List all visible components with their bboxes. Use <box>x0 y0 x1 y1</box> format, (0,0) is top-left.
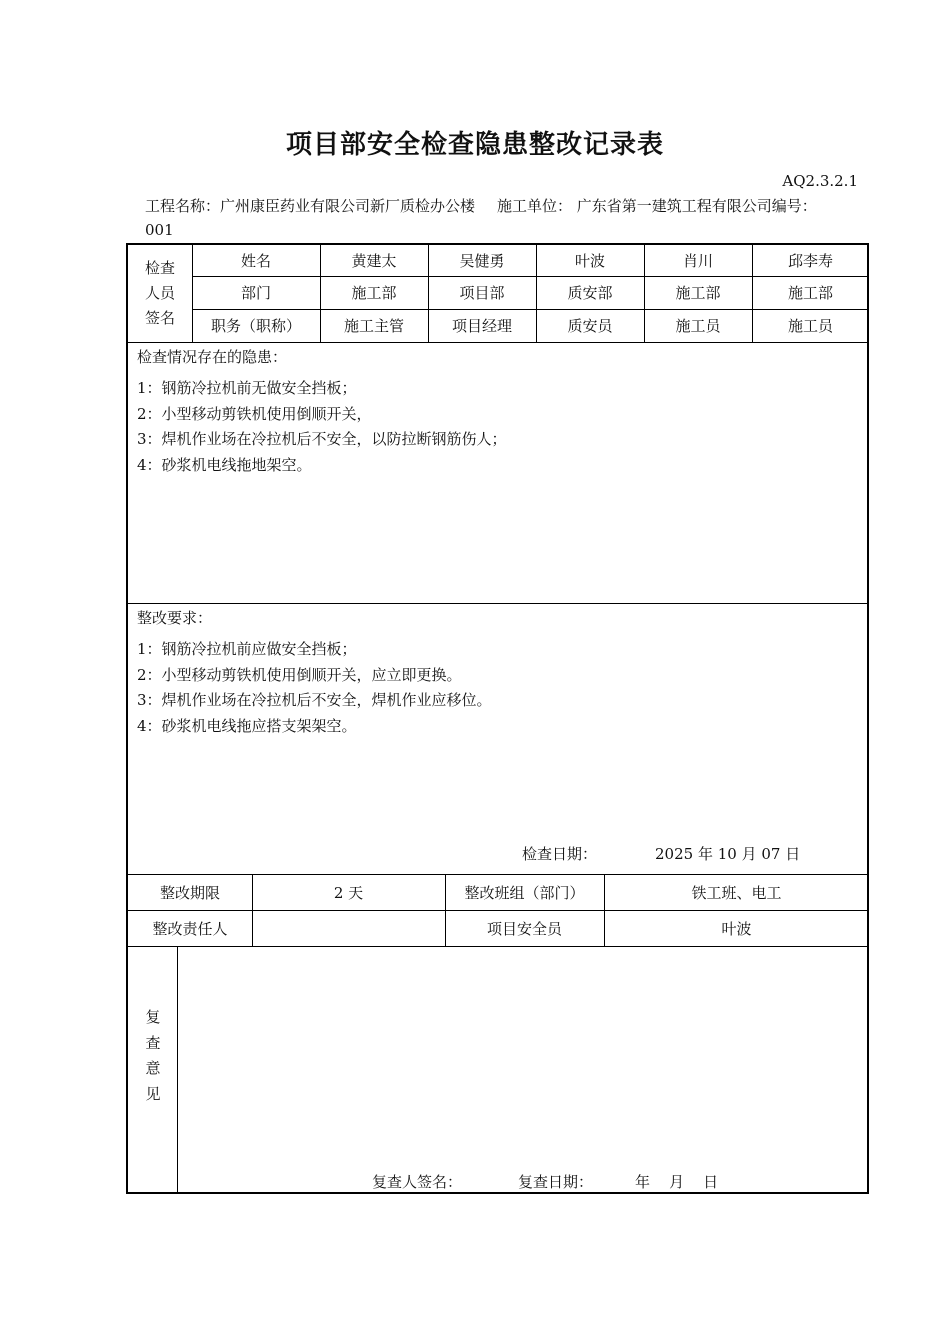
responsible-value <box>252 910 445 946</box>
reviewer-signature-label: 复查人签名： <box>372 1173 463 1191</box>
inspector-label-line-2: 人员 <box>144 284 175 302</box>
rectification-list <box>137 637 492 739</box>
inspector-sign-label <box>128 245 192 342</box>
inspector-label-line-1: 检查 <box>144 259 175 277</box>
hazard-item: 4：砂浆机电线拖地架空。 <box>137 455 312 474</box>
inspection-date-label: 检查日期： <box>522 845 598 863</box>
rectification-label: 整改要求： <box>137 609 213 627</box>
review-opinion-label <box>128 1005 178 1107</box>
dept-label: 部门 <box>240 284 271 302</box>
inspector-name: 黄建太 <box>351 252 397 270</box>
inspector-name: 叶波 <box>574 252 605 270</box>
inspector-dept: 项目部 <box>459 284 505 302</box>
safety-officer-value: 叶波 <box>721 919 752 938</box>
inspector-name: 吴健勇 <box>459 252 505 270</box>
rectification-item: 1：钢筋冷拉机前应做安全挡板； <box>137 640 357 658</box>
inspector-role: 质安员 <box>567 317 613 335</box>
form-code: AQ2.3.2.1 <box>782 172 858 190</box>
inspector-role: 施工主管 <box>343 317 404 335</box>
record-table <box>126 243 869 1194</box>
team-label: 整改班组（部门） <box>464 883 585 902</box>
form-number: 001 <box>145 221 174 239</box>
role-label: 职务（职称） <box>210 317 301 335</box>
review-label-char: 见 <box>145 1084 161 1103</box>
name-label: 姓名 <box>240 252 271 270</box>
inspector-role: 施工员 <box>675 317 721 335</box>
rectification-item: 2：小型移动剪铁机使用倒顺开关，应立即更换。 <box>137 665 462 684</box>
inspector-role: 施工员 <box>787 317 833 335</box>
project-name: 工程名称：广州康臣药业有限公司新厂质检办公楼 <box>145 197 476 215</box>
review-label-char: 复 <box>145 1008 161 1026</box>
inspector-dept: 施工部 <box>787 284 833 302</box>
hazard-item: 2：小型移动剪铁机使用倒顺开关， <box>137 404 372 423</box>
review-label-char: 意 <box>145 1059 161 1077</box>
construction-unit: 施工单位： 广东省第一建筑工程有限公司编号： <box>497 197 817 215</box>
inspector-name: 邱李寿 <box>787 252 833 270</box>
review-date-placeholder: 年 月 日 <box>635 1173 719 1191</box>
hazard-item: 1：钢筋冷拉机前无做安全挡板； <box>137 379 357 397</box>
period-value: 2 天 <box>333 883 364 902</box>
rectification-item: 3：焊机作业场在冷拉机后不安全，焊机作业应移位。 <box>137 691 492 709</box>
inspector-dept: 质安部 <box>567 284 613 302</box>
period-label: 整改期限 <box>159 883 220 902</box>
project-info-line <box>145 195 817 216</box>
inspector-label-line-3: 签名 <box>144 309 175 327</box>
inspector-name: 肖川 <box>682 252 713 270</box>
team-value: 铁工班、电工 <box>691 883 782 902</box>
review-label-char: 查 <box>145 1033 161 1052</box>
hazards-label: 检查情况存在的隐患： <box>137 348 288 366</box>
review-date-label: 复查日期： <box>518 1173 594 1191</box>
inspector-role: 项目经理 <box>451 317 512 335</box>
inspector-dept: 施工部 <box>675 284 721 302</box>
inspector-dept: 施工部 <box>351 284 397 302</box>
page-title: 项目部安全检查隐患整改记录表 <box>285 130 664 160</box>
hazard-item: 3：焊机作业场在冷拉机后不安全，以防拉断钢筋伤人； <box>137 430 507 448</box>
responsible-label: 整改责任人 <box>152 919 228 938</box>
rectification-item: 4：砂浆机电线拖应搭支架架空。 <box>137 716 357 735</box>
inspection-date-value: 2025 年 10 月 07 日 <box>655 845 801 863</box>
safety-officer-label: 项目安全员 <box>486 919 562 938</box>
hazards-list <box>137 376 507 478</box>
